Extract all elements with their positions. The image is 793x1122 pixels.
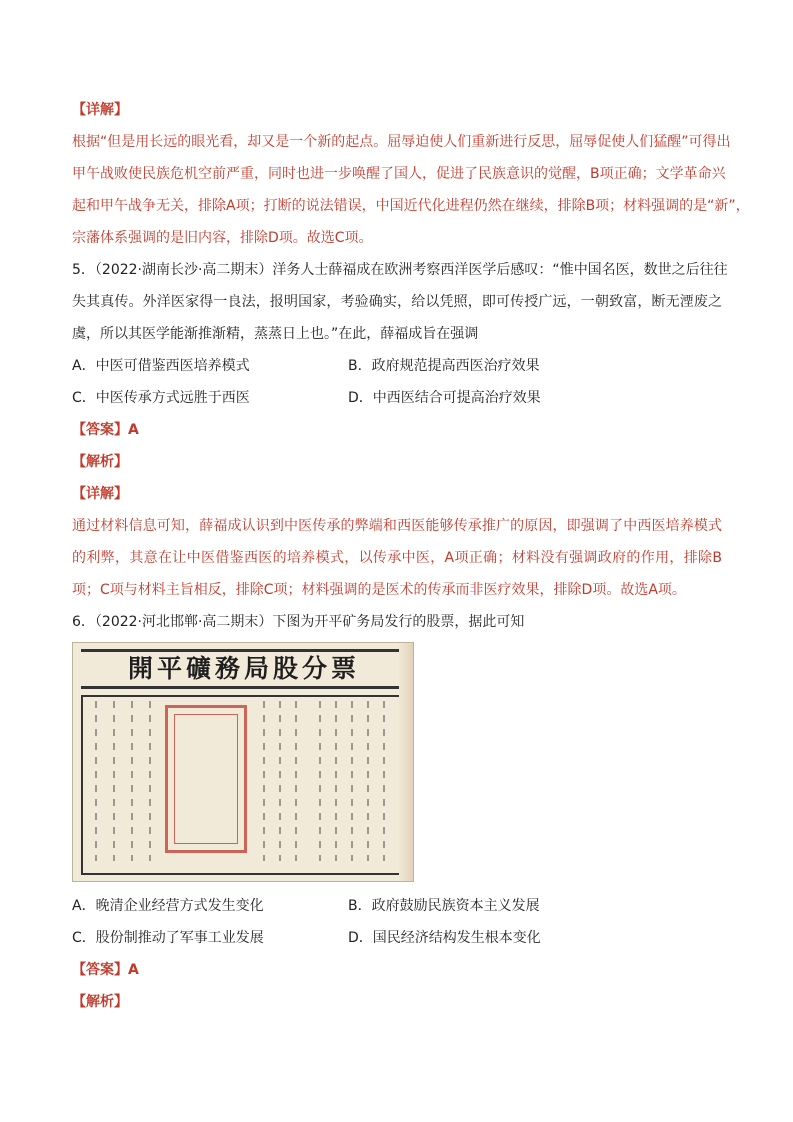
certificate-text-column bbox=[131, 701, 133, 861]
q5-answer bbox=[72, 420, 139, 440]
detail-line: 起和甲午战争无关，排除A项；打断的说法错误，中国近代化进程仍然在继续，排除B项；材料强调的是“新”， bbox=[72, 198, 750, 214]
question-5-stem: 虞，所以其医学能渐推渐精，蒸蒸日上也。”在此，薛福成旨在强调 bbox=[72, 326, 479, 342]
detail-line: 根据“但是用长远的眼光看，却又是一个新的起点。屈辱迫使人们重新进行反思，屈辱促使人们猛醒”可得出 bbox=[72, 134, 731, 150]
certificate-text-column bbox=[351, 701, 353, 861]
q5-analysis-tag: 【解析】 bbox=[72, 454, 128, 470]
certificate-text-column bbox=[95, 701, 97, 861]
certificate-text-column bbox=[319, 701, 321, 861]
red-seal-stamp bbox=[165, 705, 247, 853]
certificate-text-column bbox=[295, 701, 297, 861]
certificate-text-column bbox=[383, 701, 385, 861]
certificate-text-column bbox=[279, 701, 281, 861]
question-6-stem: 6．（2022·河北邯郸·高二期末）下图为开平矿务局发行的股票，据此可知 bbox=[72, 614, 525, 630]
certificate-edge bbox=[399, 643, 413, 882]
q5-detail-line: 的利弊，其意在让中医借鉴西医的培养模式，以传承中医，A项正确；材料没有强调政府的作用，排除B bbox=[72, 550, 722, 566]
q6-option-b: B．政府鼓励民族资本主义发展 bbox=[348, 898, 540, 914]
answer-value: A bbox=[128, 962, 139, 978]
q5-option-c: C．中医传承方式远胜于西医 bbox=[72, 390, 250, 406]
q5-detail-line: 项；C项与材料主旨相反，排除C项；材料强调的是医术的传承而非医疗效果，排除D项。故选A项。 bbox=[72, 582, 686, 598]
q5-option-d: D．中西医结合可提高治疗效果 bbox=[348, 390, 541, 406]
q6-analysis-tag: 【解析】 bbox=[72, 994, 128, 1010]
q5-detail-line: 通过材料信息可知，薛福成认识到中医传承的弊端和西医能够传承推广的原因，即强调了中西医培养模式 bbox=[72, 518, 722, 534]
answer-tag: 【答案】 bbox=[72, 962, 128, 978]
certificate-text-column bbox=[335, 701, 337, 861]
q6-option-a: A．晚清企业经营方式发生变化 bbox=[72, 898, 264, 914]
q6-answer bbox=[72, 960, 139, 980]
certificate-text-column bbox=[113, 701, 115, 861]
stock-certificate-image bbox=[72, 642, 414, 882]
question-5-stem: 失其真传。外洋医家得一良法，报明国家，考验确实，给以凭照，即可传授广远，一朝致富，断无湮废之 bbox=[72, 294, 722, 310]
answer-tag: 【答案】 bbox=[72, 422, 128, 438]
detail-line: 甲午战败使民族危机空前严重，同时也进一步唤醒了国人，促进了民族意识的觉醒，B项正确；文学革命兴 bbox=[72, 166, 726, 182]
q5-detail-tag: 【详解】 bbox=[72, 486, 128, 502]
answer-value: A bbox=[128, 422, 139, 438]
q5-option-a: A．中医可借鉴西医培养模式 bbox=[72, 358, 250, 374]
certificate-title: 開平礦務局股分票 bbox=[81, 649, 407, 689]
detail-tag: 【详解】 bbox=[72, 102, 128, 118]
detail-line: 宗藩体系强调的是旧内容，排除D项。故选C项。 bbox=[72, 230, 373, 246]
q6-option-c: C．股份制推动了军事工业发展 bbox=[72, 930, 264, 946]
certificate-text-column bbox=[263, 701, 265, 861]
q5-option-b: B．政府规范提高西医治疗效果 bbox=[348, 358, 540, 374]
certificate-text-column bbox=[149, 701, 151, 861]
question-5-stem: 5．（2022·湖南长沙·高二期末）洋务人士薛福成在欧洲考察西洋医学后感叹：“惟中国名医，数世之后往往 bbox=[72, 262, 728, 278]
certificate-text-column bbox=[367, 701, 369, 861]
q6-option-d: D．国民经济结构发生根本变化 bbox=[348, 930, 541, 946]
